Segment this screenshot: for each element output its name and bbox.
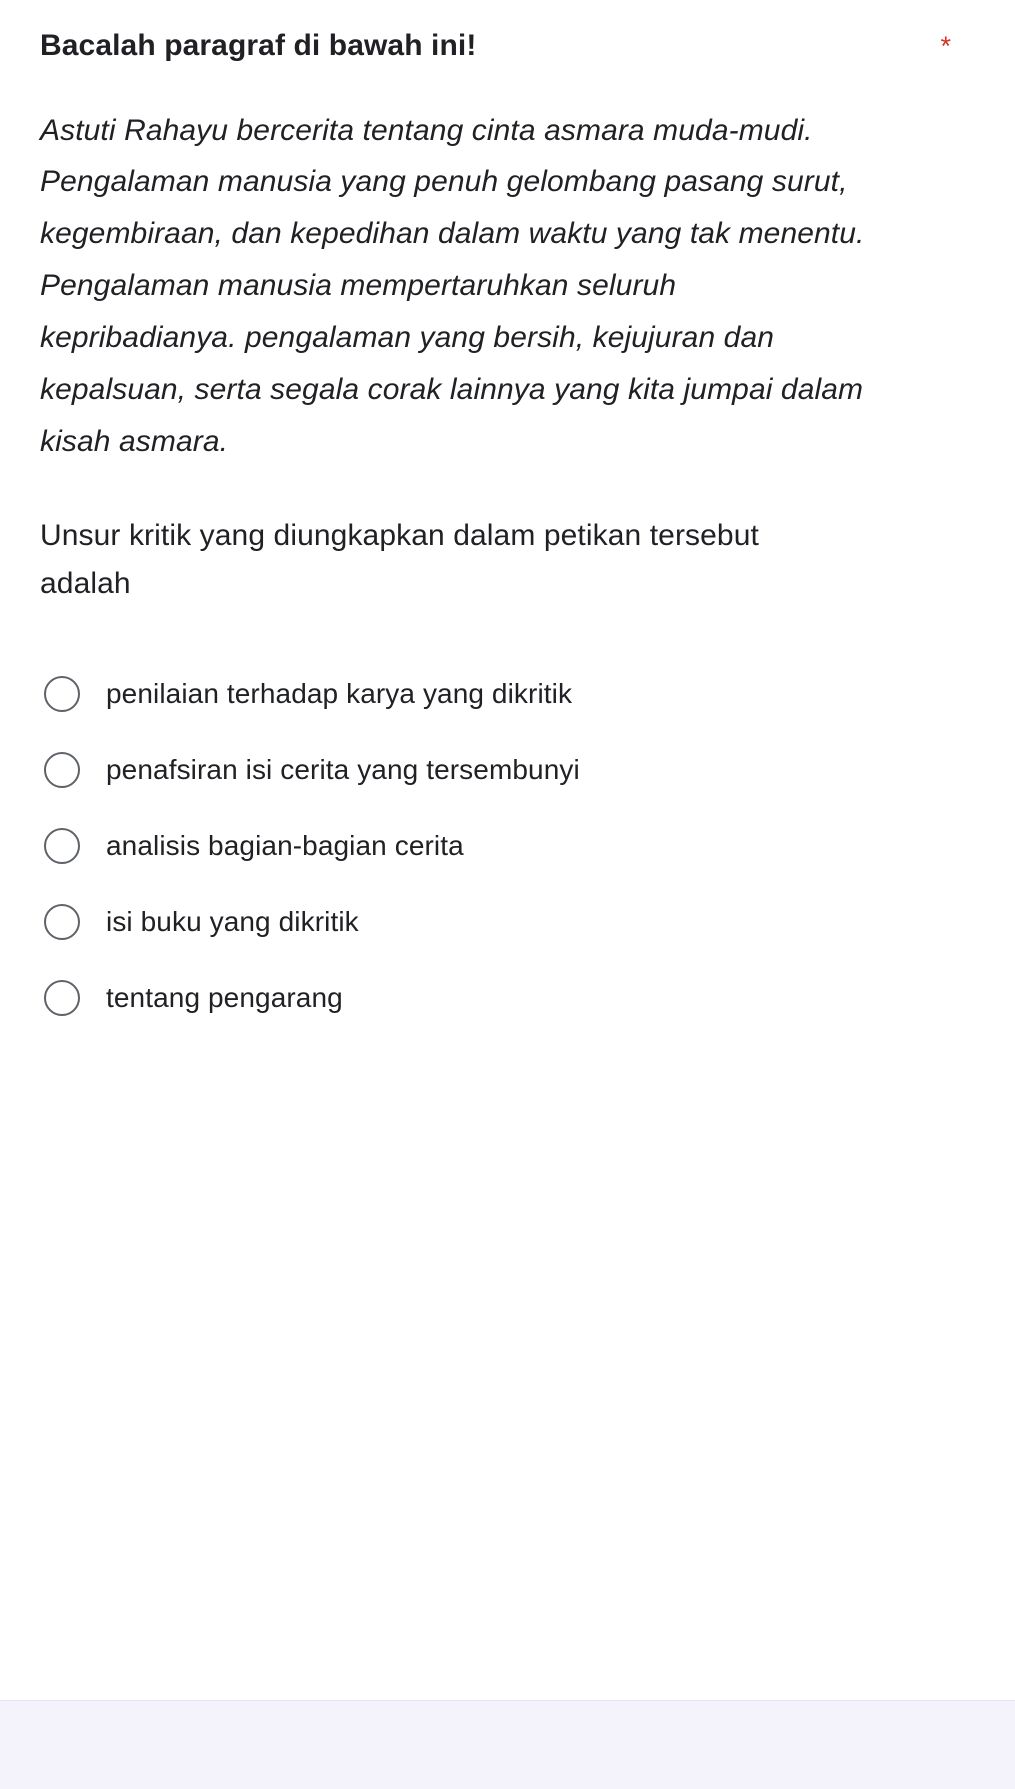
option-label: tentang pengarang xyxy=(106,982,343,1014)
radio-button-icon[interactable] xyxy=(44,752,80,788)
radio-button-icon[interactable] xyxy=(44,676,80,712)
option-label: analisis bagian-bagian cerita xyxy=(106,830,464,862)
option-label: penilaian terhadap karya yang dikritik xyxy=(106,678,573,710)
radio-button-icon[interactable] xyxy=(44,828,80,864)
question-header xyxy=(40,26,975,67)
required-indicator: * xyxy=(940,31,951,61)
option-row[interactable] xyxy=(40,656,975,732)
option-label: penafsiran isi cerita yang tersembunyi xyxy=(106,754,580,786)
page-title: Bacalah paragraf di bawah ini! xyxy=(40,29,477,62)
question-prompt: Unsur kritik yang diungkapkan dalam petikan tersebut adalah xyxy=(40,518,759,600)
option-row[interactable] xyxy=(40,732,975,808)
option-row[interactable] xyxy=(40,808,975,884)
option-row[interactable] xyxy=(40,884,975,960)
footer-bar xyxy=(0,1700,1015,1789)
radio-button-icon[interactable] xyxy=(44,904,80,940)
options-group xyxy=(40,656,975,1036)
option-row[interactable] xyxy=(40,960,975,1036)
passage-text: Astuti Rahayu bercerita tentang cinta asmara muda-mudi. Pengalaman manusia yang penuh gelombang pasang surut, kegembiraan, dan kepedihan dalam waktu yang tak menentu. Pengalaman manusia mempertaruhkan seluruh kepribadianya. pengalaman yang bersih, kejujuran dan kepalsuan, serta segala corak lainnya yang kita jumpai dalam kisah asmara. xyxy=(40,113,865,458)
radio-button-icon[interactable] xyxy=(44,980,80,1016)
option-label: isi buku yang dikritik xyxy=(106,906,359,938)
